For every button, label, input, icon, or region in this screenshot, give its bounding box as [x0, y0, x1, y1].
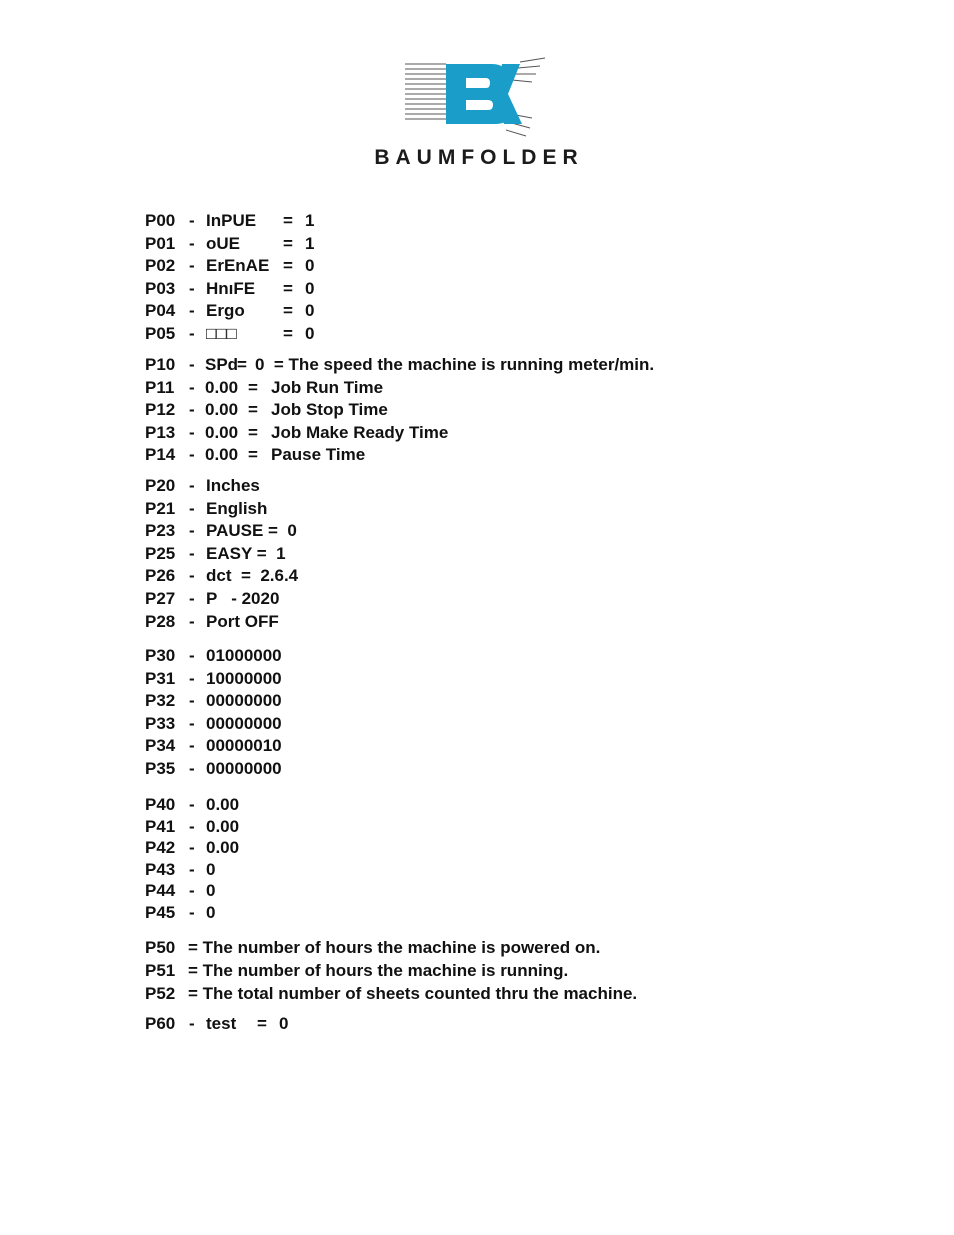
parameter-code: P42 [145, 838, 176, 858]
parameter-name: oUE [206, 233, 240, 253]
equals-sign: = [283, 301, 293, 320]
parameter-value: 0.00 [205, 422, 239, 442]
equals-sign: = [283, 256, 293, 275]
parameter-text: EASY = 1 [206, 543, 286, 563]
equals-sign: = [283, 323, 293, 343]
separator-dash: - [189, 646, 195, 665]
separator-dash: - [189, 691, 195, 711]
parameter-name: InPUE [206, 211, 257, 230]
parameter-code: P20 [145, 476, 176, 495]
equals-sign: = [248, 422, 258, 442]
separator-dash: - [189, 377, 195, 397]
equals-sign: = [248, 445, 258, 464]
parameter-code: P40 [145, 795, 176, 814]
parameter-code: P00 [145, 211, 176, 230]
parameter-code: P05 [145, 323, 176, 343]
parameter-text: 0.00 [206, 795, 240, 814]
equals-sign: = [283, 233, 293, 253]
separator-dash: - [189, 521, 195, 541]
separator-dash: - [189, 611, 195, 631]
parameter-value: 0 [305, 301, 315, 320]
parameter-code: P13 [145, 422, 176, 442]
parameter-code: P60 [145, 1014, 176, 1033]
parameter-code: P02 [145, 256, 176, 275]
parameter-description: = The number of hours the machine is powered on. [188, 938, 601, 957]
brand-name: BAUMFOLDER [374, 146, 584, 169]
parameter-code: P26 [145, 566, 176, 586]
parameter-text: English [206, 498, 268, 518]
parameter-code: P01 [145, 233, 176, 253]
parameter-text: 00000000 [206, 691, 282, 711]
parameter-code: P03 [145, 278, 176, 298]
parameter-text: Port OFF [206, 611, 279, 631]
separator-dash: - [189, 256, 195, 275]
equals-sign: = [237, 355, 247, 374]
separator-dash: - [189, 859, 195, 879]
parameter-text: dct = 2.6.4 [206, 566, 299, 586]
separator-dash: - [189, 301, 195, 320]
equals-sign: = [248, 400, 258, 419]
parameter-code: P50 [145, 938, 176, 957]
parameter-value: 0.00 [205, 377, 239, 397]
parameter-value: 0 [279, 1014, 289, 1033]
parameter-name: ErEnAE [206, 256, 270, 275]
parameter-text: 0 [206, 881, 216, 901]
parameter-text: 00000010 [206, 736, 282, 756]
parameter-value: 0 [305, 256, 315, 275]
separator-dash: - [189, 668, 195, 688]
parameter-text: 01000000 [206, 646, 282, 665]
separator-dash: - [189, 566, 195, 586]
parameter-code: P43 [145, 859, 176, 879]
parameter-text: 0 [206, 859, 216, 879]
parameter-text: Inches [206, 476, 260, 495]
separator-dash: - [189, 278, 195, 298]
separator-dash: - [189, 498, 195, 518]
parameter-text: 00000000 [206, 713, 282, 733]
parameter-value: 0 [305, 323, 315, 343]
parameter-code: P41 [145, 816, 176, 836]
equals-sign: = [283, 211, 293, 230]
separator-dash: - [189, 795, 195, 814]
parameter-description: 0 = The speed the machine is running meter/min. [255, 355, 655, 374]
parameter-code: P21 [145, 498, 176, 518]
parameter-code: P45 [145, 903, 176, 922]
parameter-code: P44 [145, 881, 176, 901]
parameter-description: Job Make Ready Time [271, 422, 449, 442]
parameter-name: test [206, 1014, 237, 1033]
parameter-code: P23 [145, 521, 176, 541]
equals-sign: = [257, 1014, 267, 1033]
separator-dash: - [189, 422, 195, 442]
parameter-code: P35 [145, 759, 176, 778]
parameter-code: P28 [145, 611, 176, 631]
separator-dash: - [189, 903, 195, 922]
parameter-code: P51 [145, 961, 176, 980]
parameter-description: = The total number of sheets counted thru the machine. [188, 984, 638, 1003]
parameter-code: P52 [145, 984, 176, 1003]
parameter-code: P34 [145, 736, 176, 756]
separator-dash: - [189, 400, 195, 419]
parameter-text: P - 2020 [206, 589, 280, 608]
parameter-text: PAUSE = 0 [206, 521, 297, 541]
parameter-name: □□□ [206, 323, 237, 343]
separator-dash: - [189, 355, 195, 374]
parameter-text: 10000000 [206, 668, 282, 688]
parameter-code: P31 [145, 668, 176, 688]
parameter-text: 0.00 [206, 816, 240, 836]
parameter-description: Pause Time [271, 445, 366, 464]
separator-dash: - [189, 543, 195, 563]
separator-dash: - [189, 589, 195, 608]
parameter-text: 00000000 [206, 759, 282, 778]
separator-dash: - [189, 1014, 195, 1033]
parameter-value: SPd [205, 355, 239, 374]
parameter-name: Ergo [206, 301, 245, 320]
parameter-description: Job Run Time [271, 377, 384, 397]
separator-dash: - [189, 816, 195, 836]
parameter-code: P32 [145, 691, 176, 711]
parameter-value: 1 [305, 211, 315, 230]
separator-dash: - [189, 759, 195, 778]
parameter-value: 0.00 [205, 400, 239, 419]
parameter-code: P25 [145, 543, 176, 563]
parameter-code: P27 [145, 589, 176, 608]
separator-dash: - [189, 881, 195, 901]
parameter-value: 0.00 [205, 445, 239, 464]
parameter-code: P12 [145, 400, 176, 419]
parameter-code: P04 [145, 301, 176, 320]
baumfolder-b-logo-icon [400, 52, 550, 142]
separator-dash: - [189, 233, 195, 253]
parameter-value: 0 [305, 278, 315, 298]
separator-dash: - [189, 476, 195, 495]
parameter-value: 1 [305, 233, 315, 253]
separator-dash: - [189, 211, 195, 230]
separator-dash: - [189, 736, 195, 756]
parameter-code: P11 [145, 377, 175, 397]
parameter-code: P30 [145, 646, 176, 665]
separator-dash: - [189, 838, 195, 858]
separator-dash: - [189, 445, 195, 464]
separator-dash: - [189, 323, 195, 343]
parameter-name: HnıFE [206, 278, 256, 298]
equals-sign: = [248, 377, 258, 397]
parameter-description: = The number of hours the machine is running. [188, 961, 569, 980]
parameter-code: P14 [145, 445, 176, 464]
parameter-text: 0 [206, 903, 216, 922]
parameter-code: P10 [145, 355, 176, 374]
parameter-code: P33 [145, 713, 176, 733]
separator-dash: - [189, 713, 195, 733]
equals-sign: = [283, 278, 293, 298]
parameter-text: 0.00 [206, 838, 240, 858]
parameter-description: Job Stop Time [271, 400, 388, 419]
